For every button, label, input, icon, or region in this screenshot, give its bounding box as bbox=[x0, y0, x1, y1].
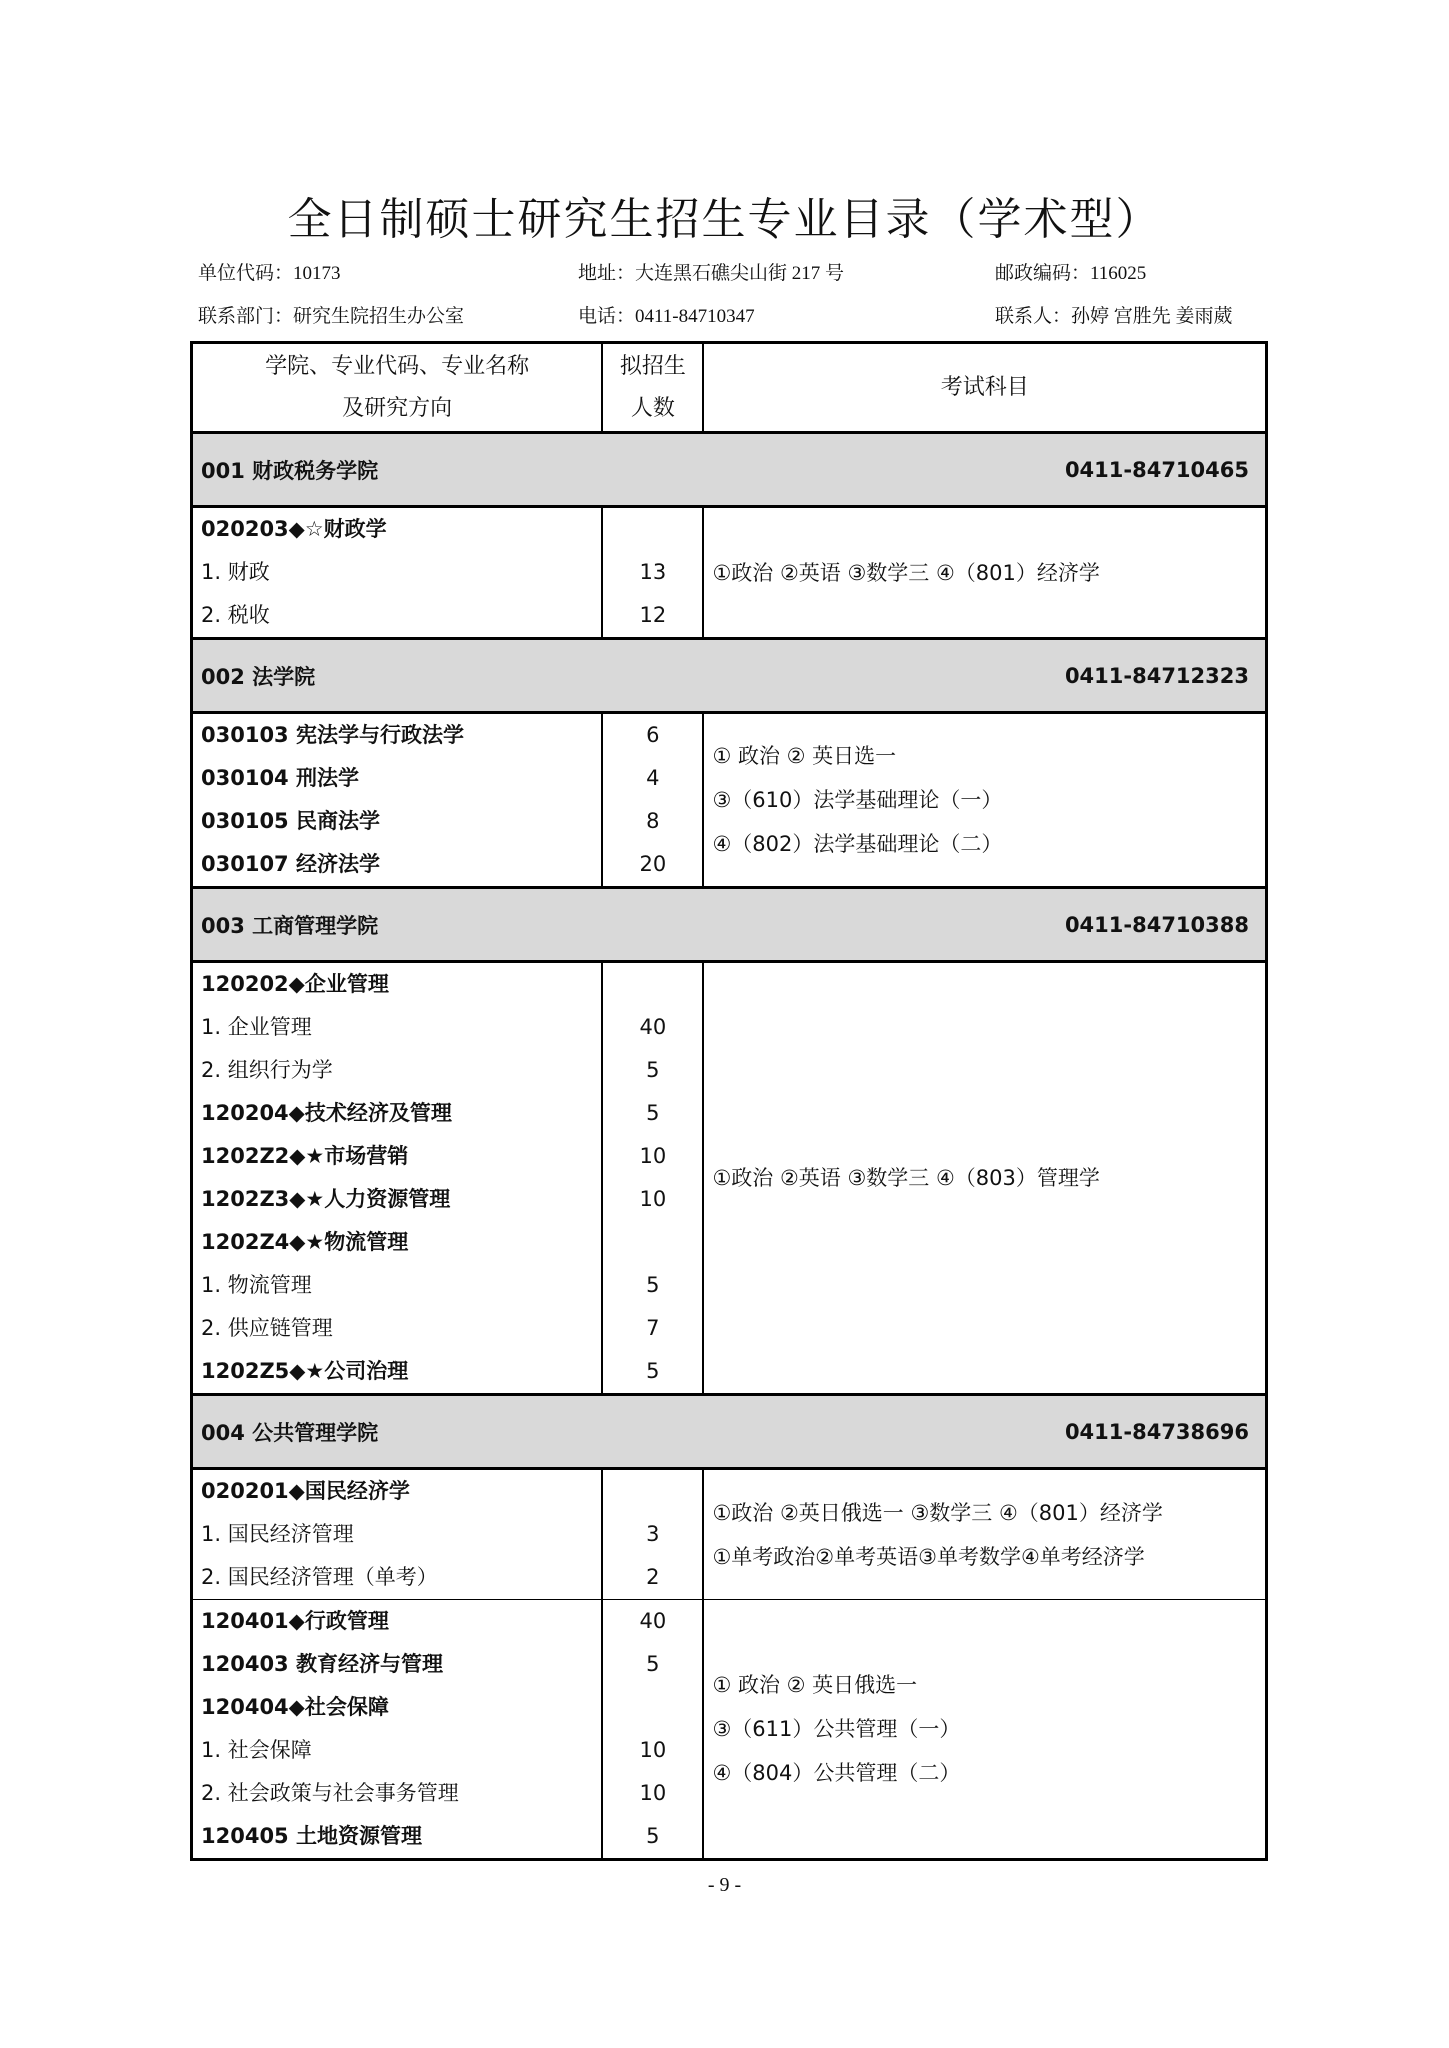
college-name: 001 财政税务学院 bbox=[201, 458, 379, 483]
program-name: 120403 教育经济与管理 bbox=[201, 1652, 443, 1676]
quota-count bbox=[603, 508, 702, 551]
page-title: 全日制硕士研究生招生专业目录（学术型） bbox=[287, 194, 1162, 245]
quota-count: 8 bbox=[646, 809, 660, 833]
program-list bbox=[192, 962, 603, 1395]
research-direction: 2. 供应链管理 bbox=[201, 1316, 333, 1340]
program-group-row bbox=[192, 962, 1267, 1395]
quota-count bbox=[603, 963, 702, 1006]
program-name: 120202◆企业管理 bbox=[201, 972, 389, 996]
quota-count bbox=[603, 1686, 702, 1729]
program-group-row bbox=[192, 507, 1267, 639]
program-name: 120404◆社会保障 bbox=[201, 1695, 389, 1719]
college-cell bbox=[192, 433, 1267, 507]
quota-count: 7 bbox=[646, 1316, 660, 1340]
quota-list bbox=[602, 713, 703, 888]
header-quota-line1: 拟招生 bbox=[619, 353, 686, 379]
exam-line: ①政治 ②英语 ③数学三 ④（801）经济学 bbox=[712, 560, 1100, 585]
exam-line: ①政治 ②英语 ③数学三 ④（803）管理学 bbox=[712, 1166, 1100, 1190]
exam-line: ①单考政治②单考英语③单考数学④单考经济学 bbox=[712, 1544, 1145, 1569]
college-row bbox=[192, 1395, 1267, 1469]
program-name: 020203◆☆财政学 bbox=[201, 517, 387, 541]
research-direction: 1. 国民经济管理 bbox=[201, 1522, 354, 1546]
college-name: 004 公共管理学院 bbox=[201, 1420, 379, 1445]
program-group-row bbox=[192, 1600, 1267, 1860]
header-program bbox=[192, 343, 603, 433]
program-group-row bbox=[192, 1469, 1267, 1600]
program-name: 030105 民商法学 bbox=[201, 809, 380, 833]
quota-count: 5 bbox=[646, 1058, 660, 1082]
quota-count bbox=[603, 1221, 702, 1264]
contact-department: 联系部门：研究生院招生办公室 bbox=[198, 306, 465, 327]
quota-count: 10 bbox=[639, 1187, 667, 1211]
quota-count: 40 bbox=[639, 1609, 667, 1633]
program-list bbox=[192, 1469, 603, 1600]
quota-count: 4 bbox=[646, 766, 660, 790]
contact-persons: 联系人：孙婷 宫胜先 姜雨葳 bbox=[995, 306, 1233, 327]
exam-line: ① 政治 ② 英日俄选一 bbox=[712, 1673, 918, 1697]
college-row bbox=[192, 888, 1267, 962]
exam-subjects bbox=[703, 713, 1266, 888]
table-header-row bbox=[192, 343, 1267, 433]
quota-count: 10 bbox=[639, 1144, 667, 1168]
research-direction: 1. 企业管理 bbox=[201, 1015, 312, 1039]
college-phone: 0411-84710465 bbox=[1064, 457, 1249, 482]
program-name: 030107 经济法学 bbox=[201, 852, 380, 876]
research-direction: 2. 组织行为学 bbox=[201, 1058, 333, 1082]
exam-line: ③（611）公共管理（一） bbox=[712, 1717, 961, 1741]
quota-count: 5 bbox=[646, 1652, 660, 1676]
postal-code: 邮政编码：116025 bbox=[995, 263, 1147, 284]
exam-line: ④（804）公共管理（二） bbox=[712, 1761, 961, 1785]
research-direction: 2. 国民经济管理（单考） bbox=[201, 1565, 438, 1589]
program-name: 120405 土地资源管理 bbox=[201, 1824, 422, 1848]
research-direction: 2. 税收 bbox=[201, 603, 270, 627]
quota-list bbox=[602, 507, 703, 639]
research-direction: 1. 财政 bbox=[201, 560, 270, 584]
quota-count: 13 bbox=[639, 560, 667, 584]
college-name: 003 工商管理学院 bbox=[201, 913, 379, 938]
quota-count: 3 bbox=[646, 1522, 660, 1546]
quota-list bbox=[602, 1469, 703, 1600]
research-direction: 2. 社会政策与社会事务管理 bbox=[201, 1781, 459, 1805]
research-direction: 1. 社会保障 bbox=[201, 1738, 312, 1762]
program-name: 1202Z5◆★公司治理 bbox=[201, 1359, 409, 1383]
quota-count: 6 bbox=[646, 723, 660, 747]
program-list bbox=[192, 507, 603, 639]
program-name: 030103 宪法学与行政法学 bbox=[201, 723, 464, 747]
exam-line: ①政治 ②英日俄选一 ③数学三 ④（801）经济学 bbox=[712, 1500, 1163, 1525]
quota-count: 5 bbox=[646, 1273, 660, 1297]
college-row bbox=[192, 433, 1267, 507]
program-list bbox=[192, 1600, 603, 1860]
quota-count: 10 bbox=[639, 1738, 667, 1762]
exam-line: ④（802）法学基础理论（二） bbox=[712, 832, 1003, 856]
quota-count: 5 bbox=[646, 1824, 660, 1848]
header-quota bbox=[602, 343, 703, 433]
program-name: 1202Z2◆★市场营销 bbox=[201, 1144, 409, 1168]
college-row bbox=[192, 639, 1267, 713]
quota-count: 20 bbox=[639, 852, 667, 876]
quota-count bbox=[603, 1470, 702, 1513]
unit-code: 单位代码：10173 bbox=[198, 263, 341, 284]
header-program-line2: 及研究方向 bbox=[342, 395, 453, 421]
college-phone: 0411-84710388 bbox=[1064, 912, 1249, 937]
quota-count: 5 bbox=[646, 1101, 660, 1125]
college-cell bbox=[192, 639, 1267, 713]
exam-subjects bbox=[703, 1600, 1266, 1860]
quota-count: 40 bbox=[639, 1015, 667, 1039]
college-cell bbox=[192, 888, 1267, 962]
exam-subjects bbox=[703, 1469, 1266, 1600]
program-name: 030104 刑法学 bbox=[201, 766, 359, 790]
college-cell bbox=[192, 1395, 1267, 1469]
program-group-row bbox=[192, 713, 1267, 888]
quota-list bbox=[602, 962, 703, 1395]
program-name: 1202Z3◆★人力资源管理 bbox=[201, 1187, 451, 1211]
exam-line: ③（610）法学基础理论（一） bbox=[712, 788, 1003, 812]
exam-subjects bbox=[703, 507, 1266, 639]
program-name: 020201◆国民经济学 bbox=[201, 1479, 410, 1503]
catalog-table bbox=[190, 341, 1268, 1861]
quota-count: 10 bbox=[639, 1781, 667, 1805]
program-name: 1202Z4◆★物流管理 bbox=[201, 1230, 409, 1254]
quota-count: 2 bbox=[646, 1565, 660, 1589]
header-exams: 考试科目 bbox=[703, 343, 1266, 433]
page-number: - 9 - bbox=[707, 1874, 742, 1896]
quota-count: 12 bbox=[639, 603, 667, 627]
address: 地址：大连黑石礁尖山街 217 号 bbox=[578, 263, 845, 284]
program-list bbox=[192, 713, 603, 888]
quota-list bbox=[602, 1600, 703, 1860]
college-phone: 0411-84712323 bbox=[1064, 663, 1249, 688]
college-phone: 0411-84738696 bbox=[1064, 1419, 1249, 1444]
exam-line: ① 政治 ② 英日选一 bbox=[712, 744, 897, 768]
header-quota-line2: 人数 bbox=[630, 395, 675, 421]
header-program-line1: 学院、专业代码、专业名称 bbox=[265, 353, 530, 379]
phone: 电话：0411-84710347 bbox=[578, 306, 755, 327]
program-name: 120401◆行政管理 bbox=[201, 1609, 389, 1633]
quota-count: 5 bbox=[646, 1359, 660, 1383]
research-direction: 1. 物流管理 bbox=[201, 1273, 312, 1297]
exam-subjects bbox=[703, 962, 1266, 1395]
program-name: 120204◆技术经济及管理 bbox=[201, 1101, 452, 1125]
college-name: 002 法学院 bbox=[201, 664, 316, 689]
